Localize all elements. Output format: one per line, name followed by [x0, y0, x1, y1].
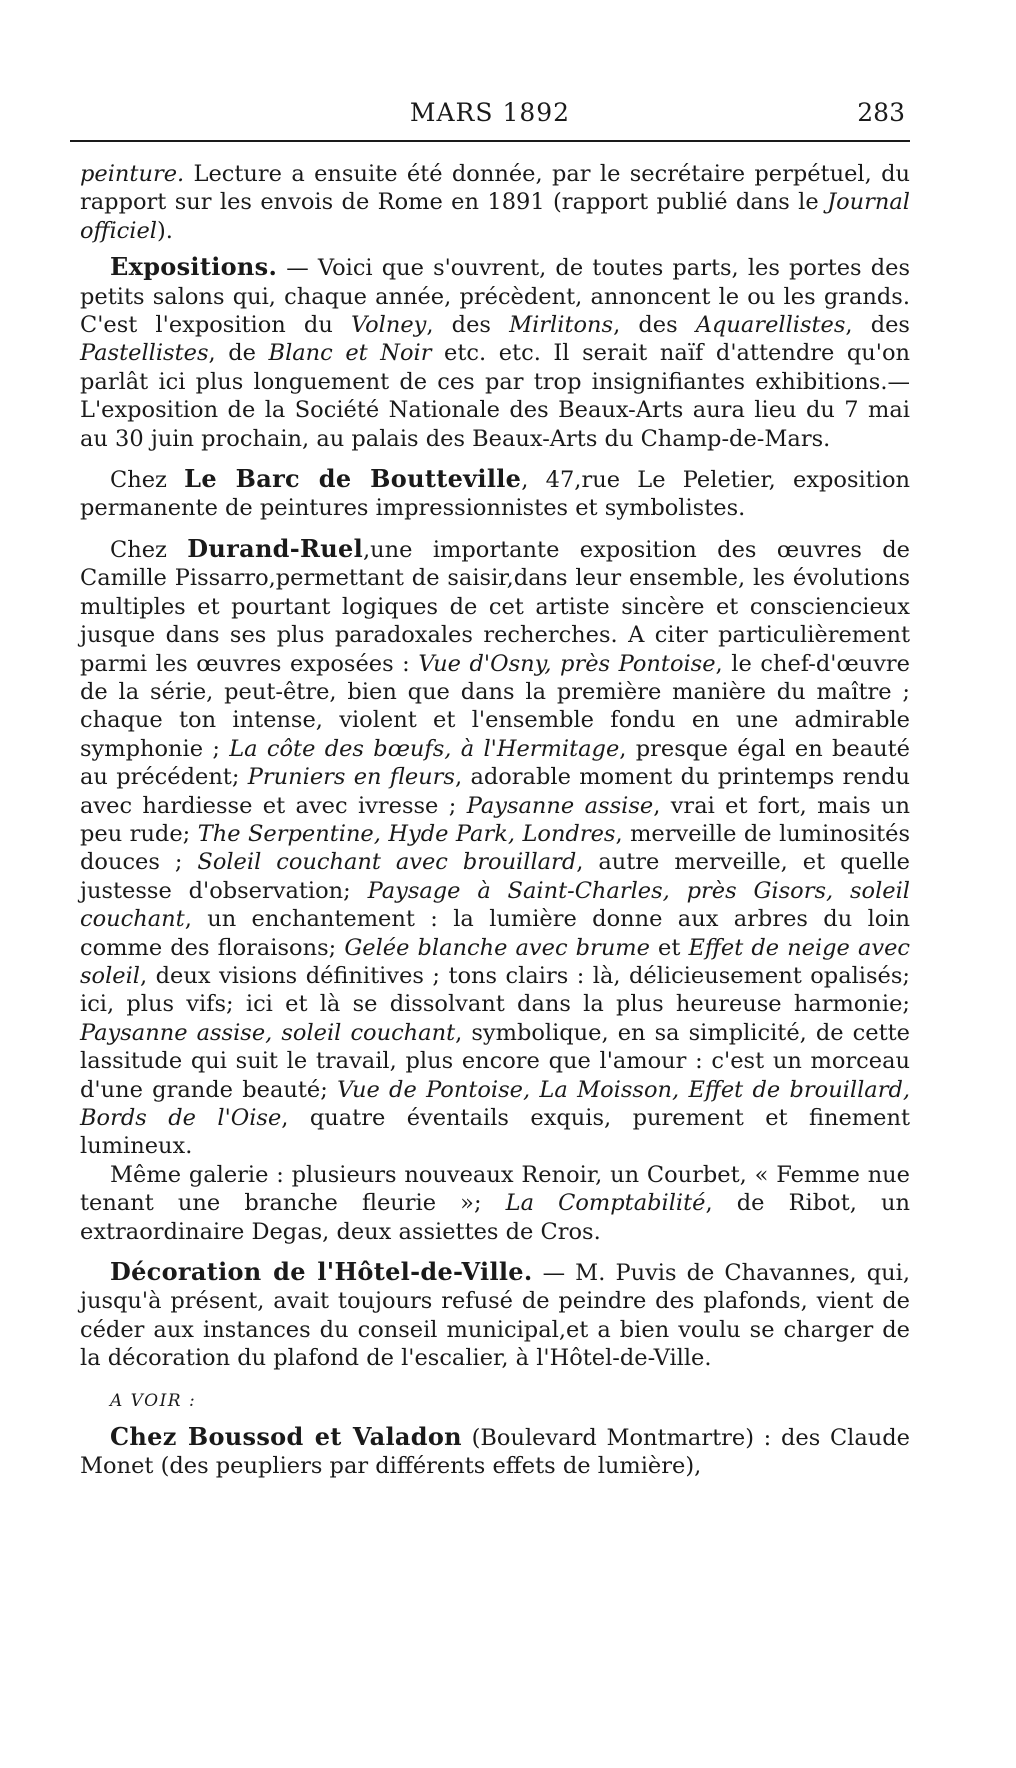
- paragraph-decoration: [80, 1258, 910, 1373]
- text: — M. Puvis de Chavannes, qui, jusqu'à présent, avait toujours refusé de peindre des plafonds, vient de céder aux instances du conseil municipal,et a bien voulu se charger de la décoration du plafond de l'escalier, à l'Hôtel-de-Ville.: [80, 1260, 910, 1372]
- text: et: [649, 934, 689, 961]
- text-italic: Volney: [350, 312, 427, 339]
- text: , autre merveille, et quelle justesse d'observation;: [80, 849, 910, 904]
- text: , symbolique, en sa simplicité, de cette lassitude qui suit le travail, plus encore que l'amour : c'est un morceau d'une grande beauté;: [80, 1019, 910, 1103]
- artwork-title: Paysanne assise, soleil couchant: [80, 1019, 456, 1046]
- text: , 47,rue Le Peletier, exposition permanente de peintures impressionnistes et symbolistes.: [80, 467, 910, 522]
- text: Même galerie : plusieurs nouveaux Renoir, un Courbet, « Femme nue tenant une branche fleurie »;: [80, 1161, 910, 1217]
- text: , quatre éventails exquis, purement et finement lumineux.: [80, 1105, 910, 1160]
- artwork-title: Pruniers en fleurs: [247, 764, 455, 791]
- text: , deux visions définitives ; tons clairs : là, délicieusement opalisés; ici, plus vifs; ici et là se dissolvant dans la plus heureuse harmonie;: [80, 962, 910, 1018]
- text: Chez: [110, 467, 185, 494]
- header-title: MARS 1892: [409, 98, 571, 127]
- text: , vrai et fort, mais un peu rude;: [80, 792, 910, 847]
- artwork-title: La Comptabilité: [505, 1190, 706, 1217]
- artwork-title: Paysanne assise: [466, 792, 654, 819]
- section-heading-expositions: Expositions.: [110, 252, 278, 282]
- artwork-title: The Serpentine, Hyde Park, Londres: [197, 820, 616, 847]
- text: , un enchantement : la lumière donne aux arbres du loin comme des floraisons;: [80, 906, 910, 961]
- artwork-title: Soleil couchant avec brouillard: [197, 849, 577, 876]
- paragraph-meme-galerie: [80, 1161, 910, 1246]
- artwork-title: Paysage à Saint-Charles, près Gisors, soleil couchant: [80, 877, 910, 933]
- text: ).: [157, 217, 173, 244]
- text: Lecture a ensuite été donnée, par le secrétaire perpétuel, du rapport sur les envois de Rome en 1891 (rapport publié dans le: [80, 161, 910, 216]
- paragraph-a-voir: [80, 1385, 910, 1415]
- text: etc. etc. Il serait naïf d'attendre qu'on parlât ici plus longuement de ces par trop insignifiantes exhibitions.— L'exposition de la Société Nationale des Beaux-Arts aura lieu du 7 mai au 30 juin prochain, au palais des Beaux-Arts du Champ-de-Mars.: [80, 340, 910, 452]
- text: , des: [613, 312, 696, 339]
- gallery-name-boussod: Chez Boussod et Valadon: [110, 1422, 462, 1452]
- section-heading-decoration: Décoration de l'Hôtel-de-Ville.: [110, 1257, 533, 1287]
- running-header: [75, 90, 905, 138]
- text: , des: [426, 312, 510, 339]
- page-number: 283: [857, 98, 905, 127]
- paragraph-expositions: [80, 253, 910, 453]
- header-rule: [70, 140, 910, 142]
- text-italic: Journal officiel: [80, 189, 910, 244]
- artwork-title: Vue de Pontoise, La Moisson, Effet de brouillard, Bords de l'Oise: [80, 1076, 910, 1131]
- artwork-title: La côte des bœufs, à l'Hermitage: [229, 735, 620, 762]
- text: , de Ribot, un extraordinaire Degas, deux assiettes de Cros.: [80, 1190, 911, 1245]
- paragraph-peinture: [80, 160, 910, 245]
- artwork-title: Gelée blanche avec brume: [344, 934, 650, 961]
- text: , le chef-d'œuvre de la série, peut-être, bien que dans la première manière du maître ; chaque ton intense, violent et l'ensemble fondu en une admirable symphonie ;: [80, 650, 910, 762]
- gallery-name-durand-ruel: Durand-Ruel: [187, 533, 364, 563]
- text: Chez: [110, 536, 188, 563]
- gallery-name-le-barc: Le Barc de Boutteville: [184, 464, 522, 494]
- paragraph-durand-ruel: [80, 535, 910, 1161]
- text: ,une importante exposition des œuvres de Camille Pissarro,permettant de saisir,dans leur ensemble, les évolutions multiples et pourtant logiques de cet artiste sincère et consciencieux jusque dans ses plus paradoxales recherches. A citer particulièrement parmi les œuvres exposées :: [80, 536, 910, 677]
- text: , presque égal en beauté au précédent;: [80, 735, 910, 791]
- paragraph-boussod: [80, 1423, 910, 1481]
- artwork-title: Effet de neige avec soleil: [80, 934, 910, 989]
- text: , merveille de luminosités douces ;: [80, 820, 911, 876]
- text: (Boulevard Montmartre) : des Claude Monet (des peupliers par différents effets de lumière),: [80, 1425, 910, 1480]
- text: , des: [845, 312, 910, 339]
- text: , de: [208, 340, 269, 367]
- text-italic: Mirlitons: [509, 312, 614, 339]
- text-italic: peinture.: [80, 161, 185, 187]
- text: , adorable moment du printemps rendu avec hardiesse et avec ivresse ;: [80, 764, 911, 819]
- a-voir-label: A VOIR :: [110, 1390, 197, 1411]
- text-italic: Aquarellistes: [695, 312, 846, 339]
- text: — Voici que s'ouvrent, de toutes parts, les portes des petits salons qui, chaque année, précèdent, annoncent le ou les grands. C'est l'exposition du: [80, 255, 910, 339]
- text-italic: Pastellistes: [80, 340, 209, 367]
- paragraph-le-barc: [80, 465, 910, 523]
- article-body: [80, 160, 910, 1481]
- artwork-title: Vue d'Osny, près Pontoise: [418, 650, 716, 677]
- text-italic: Blanc et Noir: [268, 340, 432, 367]
